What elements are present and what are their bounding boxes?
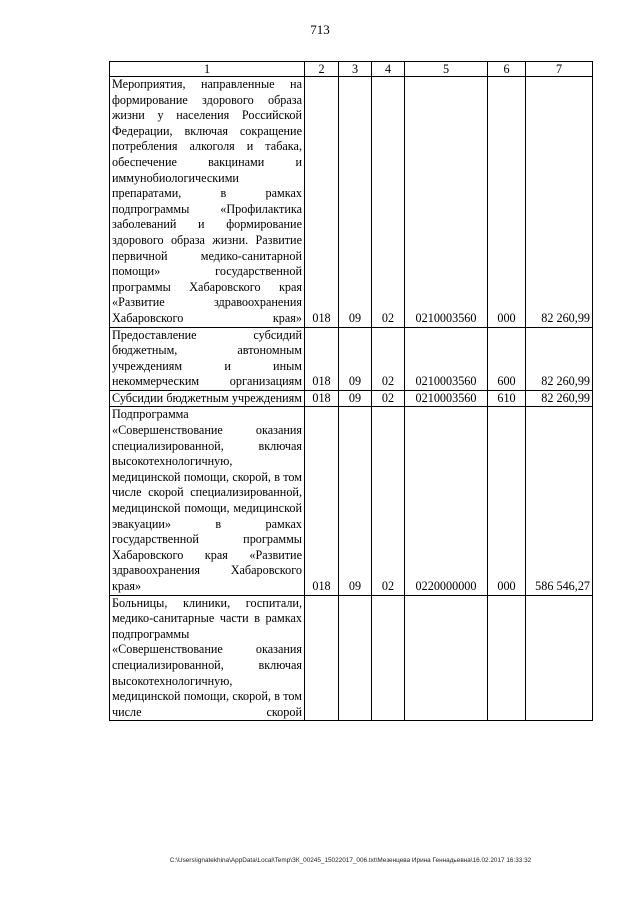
row-admin-code: 018 [305, 407, 339, 595]
row-subsection-code: 02 [372, 327, 405, 390]
row-admin-code: 018 [305, 327, 339, 390]
row-target-code: 0210003560 [405, 77, 488, 328]
row-section-code: 09 [339, 327, 372, 390]
row-target-code: 0220000000 [405, 407, 488, 595]
table-header-row [110, 62, 593, 77]
row-amount: 82 260,99 [526, 327, 593, 390]
row-subsection-code: 02 [372, 390, 405, 407]
header-col-4: 4 [372, 62, 405, 77]
header-col-2: 2 [305, 62, 339, 77]
header-col-6: 6 [488, 62, 526, 77]
row-amount: 586 546,27 [526, 407, 593, 595]
row-admin-code [305, 595, 339, 721]
row-target-code: 0210003560 [405, 327, 488, 390]
row-section-code: 09 [339, 390, 372, 407]
row-admin-code: 018 [305, 77, 339, 328]
table-row [110, 327, 593, 390]
header-col-7: 7 [526, 62, 593, 77]
table-row [110, 407, 593, 595]
row-amount [526, 595, 593, 721]
row-name: Больницы, клиники, госпитали, медико-санитарные части в рамках подпрограммы «Совершенствование оказания специализированной, включая высокотехнологичную, медицинской помощи, скорой, в том числе скорой [110, 595, 305, 721]
row-expense-type: 600 [488, 327, 526, 390]
table-row [110, 77, 593, 328]
row-expense-type: 000 [488, 77, 526, 328]
row-admin-code: 018 [305, 390, 339, 407]
row-expense-type [488, 595, 526, 721]
row-name: Подпрограмма «Совершенствование оказания специализированной, включая высокотехнологичную, медицинской помощи, скорой, в том числе скорой специализированной, медицинской помощи, медицинской эвакуации» в рамках государственной программы Хабаровского края «Развитие здравоохранения Хабаровского края» [110, 407, 305, 595]
row-section-code: 09 [339, 77, 372, 328]
row-target-code [405, 595, 488, 721]
row-expense-type: 610 [488, 390, 526, 407]
header-col-5: 5 [405, 62, 488, 77]
row-section-code [339, 595, 372, 721]
file-path-footer: C:\Users\ignatekhina\AppData\Local\Temp\ЗК_00245_15022017_006.txt\Мезенцева Ирина Геннадьевна\16.02.2017 16:33:32 [169, 857, 532, 864]
row-name: Мероприятия, направленные на формирование здорового образа жизни у населения Российской Федерации, включая сокращение потребления алкоголя и табака, обеспечение вакцинами и иммунобиологическими препаратами, в рамках подпрограммы «Профилактика заболеваний и формирование здорового образа жизни. Развитие первичной медико-санитарной помощи» государственной программы Хабаровского края «Развитие здравоохранения Хабаровского края» [110, 77, 305, 328]
row-expense-type: 000 [488, 407, 526, 595]
row-subsection-code: 02 [372, 407, 405, 595]
row-name: Предоставление субсидий бюджетным, автономным учреждениям и иным некоммерческим организациям [110, 327, 305, 390]
budget-table [109, 61, 593, 721]
row-subsection-code [372, 595, 405, 721]
row-name: Субсидии бюджетным учреждениям [110, 390, 305, 407]
header-col-3: 3 [339, 62, 372, 77]
row-section-code: 09 [339, 407, 372, 595]
table-row [110, 390, 593, 407]
row-amount: 82 260,99 [526, 77, 593, 328]
header-col-1: 1 [110, 62, 305, 77]
row-subsection-code: 02 [372, 77, 405, 328]
page-number: 713 [310, 22, 330, 37]
row-amount: 82 260,99 [526, 390, 593, 407]
row-target-code: 0210003560 [405, 390, 488, 407]
table-row [110, 595, 593, 721]
